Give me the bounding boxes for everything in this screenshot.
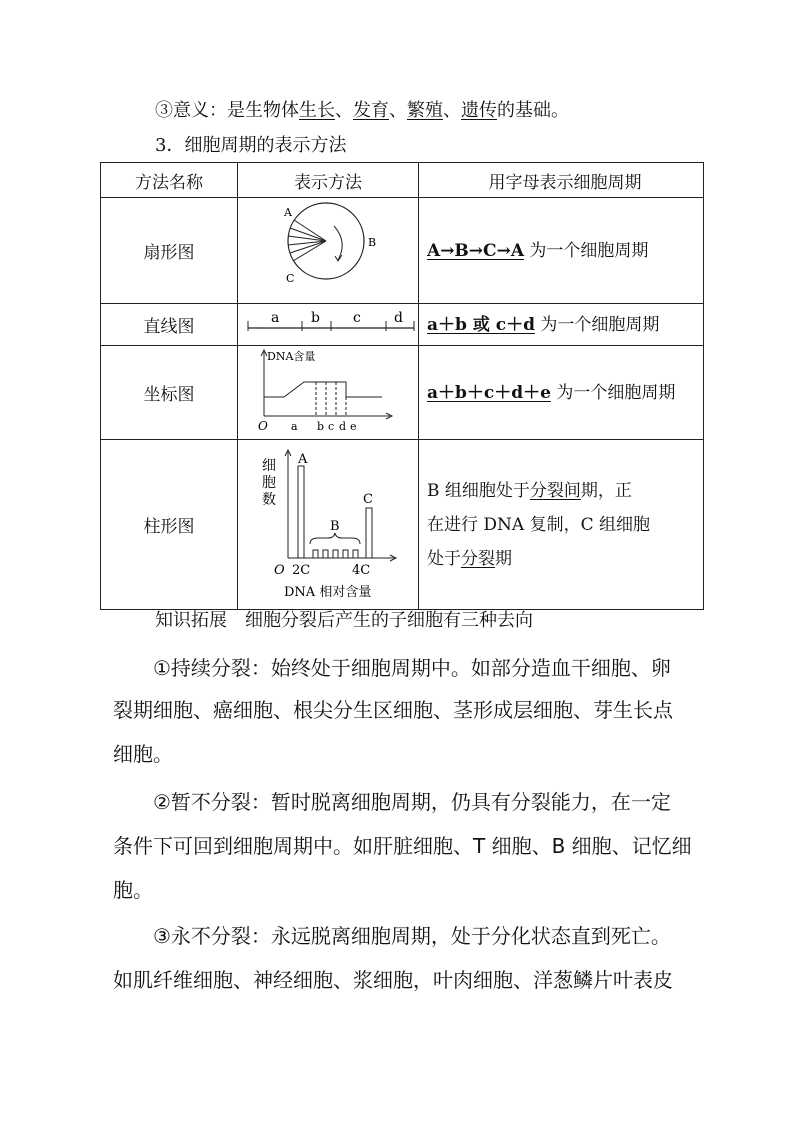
fan-diagram: [238, 198, 418, 298]
bar-desc-c: 在进行 DNA 复制，C 组细胞: [427, 514, 651, 535]
coord-tick-a: a: [291, 420, 298, 433]
extension-p2-line2: 条件下可回到细胞周期中。如肝脏细胞、T 细胞、B 细胞、记忆细: [113, 834, 692, 858]
coord-desc: 为一个细胞周期: [556, 382, 676, 403]
table-row-bar: [101, 440, 704, 610]
coord-origin: O: [258, 419, 268, 433]
table-row-coord: [101, 346, 704, 440]
fan-description: [419, 198, 704, 304]
table-row-linear: [101, 304, 704, 346]
coord-diagram-cell: [238, 346, 419, 440]
fan-label-a: A: [284, 206, 292, 219]
bar-description: [419, 440, 704, 610]
bar-label-a: A: [298, 452, 308, 467]
term-development: 发育: [353, 100, 389, 121]
bar-ylabel-2: 胞: [262, 475, 276, 491]
linear-diagram: [238, 304, 418, 340]
linear-description: [419, 304, 704, 346]
fan-diagram-cell: [238, 198, 419, 304]
fan-label-c: C: [286, 272, 295, 285]
term-heredity: 遗传: [461, 100, 497, 121]
linear-label-c: c: [353, 310, 361, 326]
meaning-line: [155, 96, 569, 122]
bar-desc-b: 期，正: [580, 480, 632, 501]
linear-formula: a＋b 或 c＋d: [427, 314, 535, 335]
sep: 、: [389, 100, 407, 121]
extension-p3-line2: 如肌纤维细胞、神经细胞、浆细胞，叶肉细胞、洋葱鳞片叶表皮: [113, 968, 673, 992]
linear-label-d: d: [394, 310, 403, 326]
header-letters: 用字母表示细胞周期: [419, 163, 704, 198]
extension-p3-line1: ③永不分裂：永远脱离细胞周期，处于分化状态直到死亡。: [153, 924, 671, 948]
extension-title: 知识拓展 细胞分裂后产生的子细胞有三种去向: [155, 610, 533, 631]
coord-ylabel: DNA含量: [267, 350, 316, 363]
bar-desc-u1: 分裂间: [529, 480, 581, 501]
term-reproduction: 繁殖: [407, 100, 443, 121]
term-growth: 生长: [299, 100, 335, 121]
meaning-suffix: 的基础。: [497, 100, 569, 121]
coord-tick-d: d: [339, 420, 347, 433]
row-name: 扇形图: [101, 198, 238, 304]
coord-tick-b: b: [317, 420, 325, 433]
bar-ylabel-3: 数: [262, 492, 276, 508]
extension-p2-line3: 胞。: [113, 878, 153, 902]
bar-desc-u2: 分裂: [461, 548, 495, 569]
extension-p2-line1: ②暂不分裂：暂时脱离细胞周期，仍具有分裂能力，在一定: [153, 790, 671, 814]
bar-x-2c: 2C: [292, 563, 311, 578]
bar-x-4c: 4C: [352, 563, 371, 578]
linear-label-b: b: [311, 310, 320, 326]
cell-cycle-table: [100, 162, 704, 610]
linear-label-a: a: [271, 310, 280, 326]
sep: 、: [335, 100, 353, 121]
sep: 、: [443, 100, 461, 121]
header-method-name: 方法名称: [101, 163, 238, 198]
bar-desc-d: 处于: [427, 548, 461, 569]
header-method: 表示方法: [238, 163, 419, 198]
extension-p1-line3: 细胞。: [113, 742, 173, 766]
row-name: 柱形图: [101, 440, 238, 610]
bar-diagram: [238, 440, 418, 604]
coord-tick-e: e: [350, 420, 357, 433]
linear-desc: 为一个细胞周期: [540, 314, 660, 335]
bar-desc-a: B 组细胞处于: [427, 480, 530, 501]
bar-origin: O: [274, 563, 285, 578]
table-row-fan: [101, 198, 704, 304]
coord-formula: a＋b＋c＋d＋e: [427, 382, 551, 403]
bar-desc-e: 期: [495, 548, 512, 569]
row-name: 直线图: [101, 304, 238, 346]
bar-ylabel-1: 细: [262, 458, 276, 474]
bar-label-b: B: [330, 519, 340, 534]
meaning-prefix: ③意义：是生物体: [155, 100, 299, 121]
coord-diagram: [238, 346, 418, 434]
coord-tick-c: c: [328, 420, 335, 433]
fan-label-b: B: [368, 236, 377, 249]
linear-diagram-cell: [238, 304, 419, 346]
fan-formula: A→B→C→A: [427, 240, 525, 261]
extension-p1-line1: ①持续分裂：始终处于细胞周期中。如部分造血干细胞、卵: [153, 656, 671, 680]
section-heading: 3．细胞周期的表示方法: [155, 135, 347, 156]
extension-p1-line2: 裂期细胞、癌细胞、根尖分生区细胞、茎形成层细胞、芽生长点: [113, 698, 673, 722]
bar-diagram-cell: [238, 440, 419, 610]
bar-xlabel: DNA 相对含量: [284, 585, 372, 600]
bar-label-c: C: [363, 492, 373, 507]
fan-desc: 为一个细胞周期: [529, 240, 649, 261]
row-name: 坐标图: [101, 346, 238, 440]
coord-description: [419, 346, 704, 440]
